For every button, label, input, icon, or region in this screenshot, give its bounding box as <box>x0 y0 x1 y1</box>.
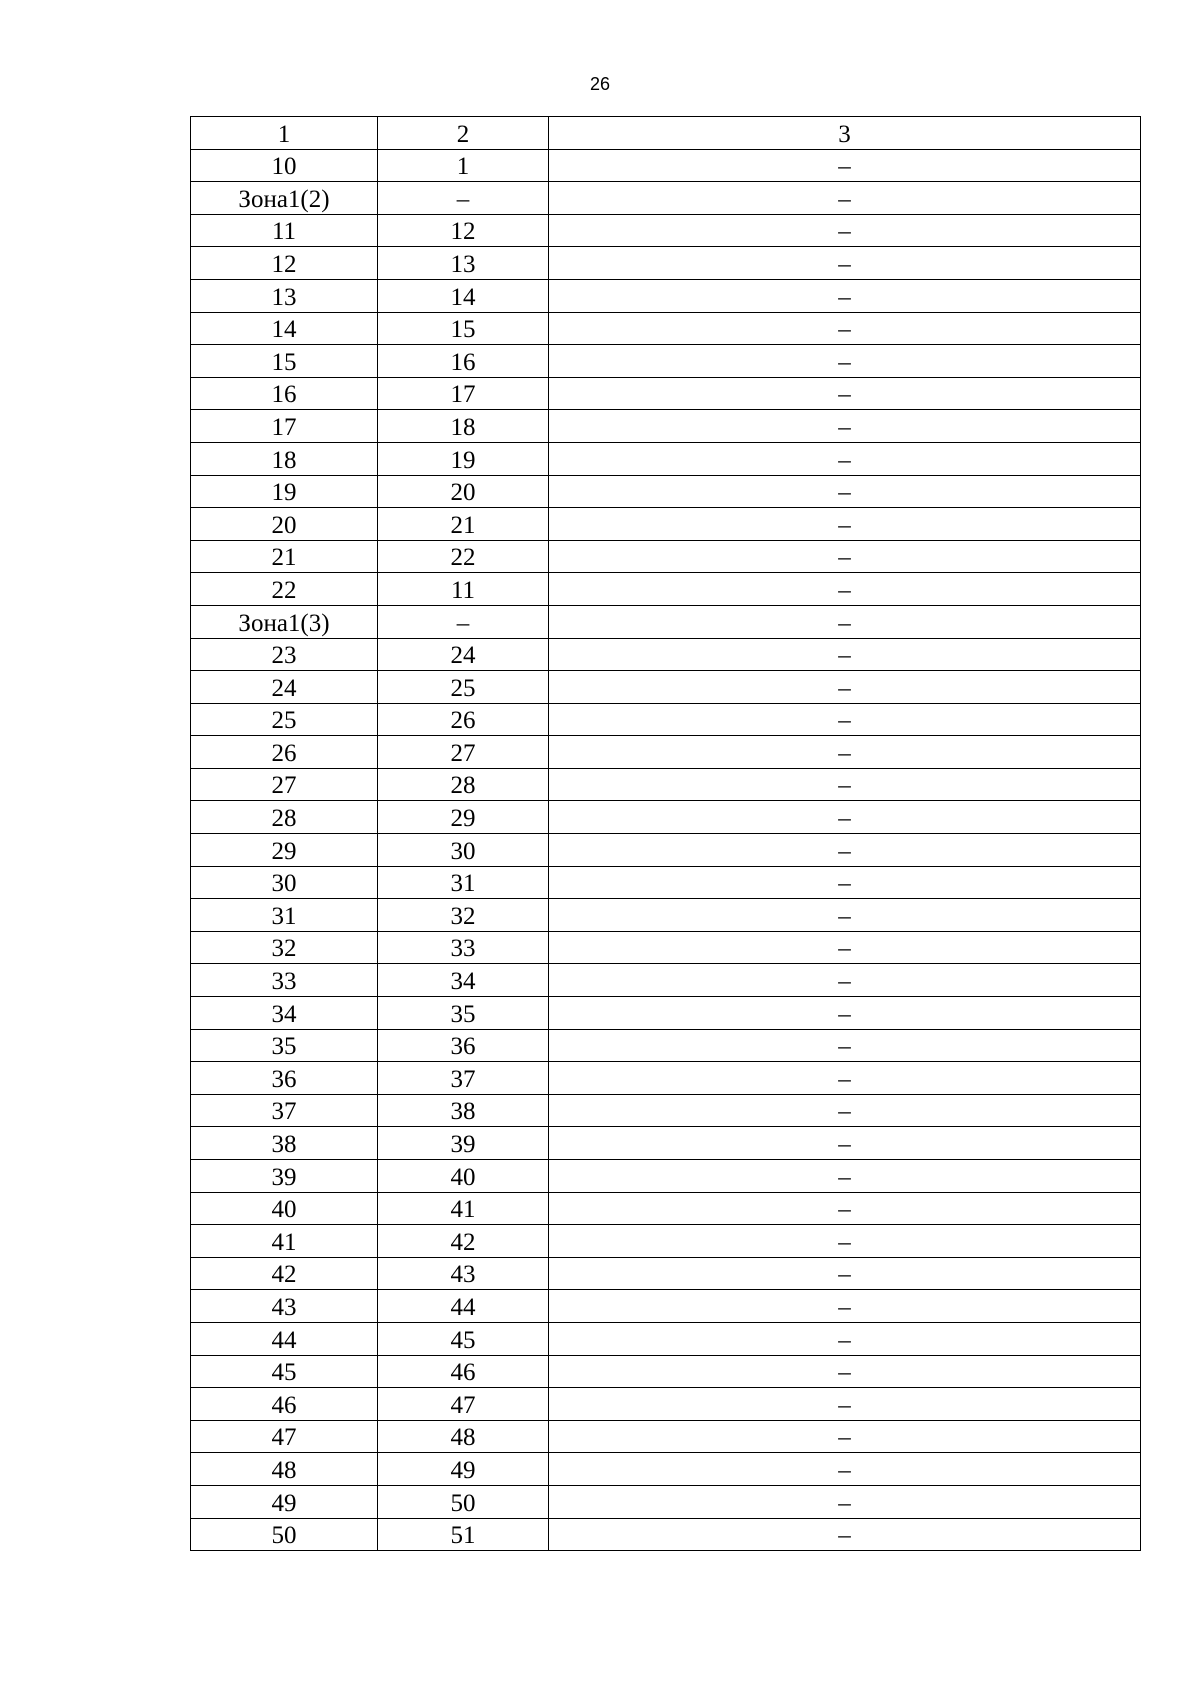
table-cell-col-1: 43 <box>191 1290 378 1323</box>
table-body <box>191 149 1141 1551</box>
table-cell-col-2: 36 <box>378 1029 549 1062</box>
table-cell-col-3: – <box>549 834 1141 867</box>
table-cell-col-1: 16 <box>191 377 378 410</box>
table-row <box>191 801 1141 834</box>
table-cell-col-1: 44 <box>191 1322 378 1355</box>
table-cell-col-2: 41 <box>378 1192 549 1225</box>
table-cell-col-3: – <box>549 1485 1141 1518</box>
table-cell-col-3: – <box>549 866 1141 899</box>
table-cell-col-1: 10 <box>191 149 378 182</box>
table-cell-col-1: 12 <box>191 247 378 280</box>
table-row <box>191 1518 1141 1551</box>
table-cell-col-2: 16 <box>378 345 549 378</box>
table-cell-col-2: 26 <box>378 703 549 736</box>
table-cell-col-2: 18 <box>378 410 549 443</box>
table-row <box>191 703 1141 736</box>
table-cell-col-1: 23 <box>191 638 378 671</box>
table-cell-col-3: – <box>549 1029 1141 1062</box>
table-cell-col-3: – <box>549 475 1141 508</box>
table-cell-col-3: – <box>549 377 1141 410</box>
table-cell-col-3: – <box>549 638 1141 671</box>
table-row <box>191 997 1141 1030</box>
table-cell-col-1: 36 <box>191 1062 378 1095</box>
table-row <box>191 964 1141 997</box>
table-cell-col-1: 50 <box>191 1518 378 1551</box>
table-cell-col-3: – <box>549 312 1141 345</box>
table-cell-col-3: – <box>549 410 1141 443</box>
table-cell-col-2: 14 <box>378 279 549 312</box>
table-row <box>191 279 1141 312</box>
table-cell-col-3: – <box>549 442 1141 475</box>
table-cell-col-1: Зона1(2) <box>191 182 378 215</box>
table-cell-col-2: 31 <box>378 866 549 899</box>
table-row <box>191 182 1141 215</box>
table-cell-col-1: Зона1(3) <box>191 605 378 638</box>
table-cell-col-3: – <box>549 1453 1141 1486</box>
table-row <box>191 508 1141 541</box>
table-cell-col-3: – <box>549 1127 1141 1160</box>
table-cell-col-1: 41 <box>191 1225 378 1258</box>
table-cell-col-1: 28 <box>191 801 378 834</box>
table-cell-col-3: – <box>549 801 1141 834</box>
table-row <box>191 1127 1141 1160</box>
table-row <box>191 573 1141 606</box>
table-cell-col-3: – <box>549 1322 1141 1355</box>
table-row <box>191 1029 1141 1062</box>
table-row <box>191 736 1141 769</box>
table-cell-col-3: – <box>549 345 1141 378</box>
table-cell-col-2: 11 <box>378 573 549 606</box>
table-row <box>191 540 1141 573</box>
table-row <box>191 1062 1141 1095</box>
table-cell-col-1: 14 <box>191 312 378 345</box>
table-cell-col-2: 22 <box>378 540 549 573</box>
table-row <box>191 638 1141 671</box>
table-cell-col-1: 42 <box>191 1257 378 1290</box>
table-cell-col-3: – <box>549 703 1141 736</box>
table-row <box>191 834 1141 867</box>
table-cell-col-2: 32 <box>378 899 549 932</box>
table-cell-col-1: 19 <box>191 475 378 508</box>
table-cell-col-2: 35 <box>378 997 549 1030</box>
table-cell-col-2: 40 <box>378 1160 549 1193</box>
table-cell-col-2: – <box>378 182 549 215</box>
table-row <box>191 768 1141 801</box>
table-cell-col-1: 46 <box>191 1388 378 1421</box>
table-cell-col-2: 42 <box>378 1225 549 1258</box>
table-row <box>191 410 1141 443</box>
table-cell-col-2: – <box>378 605 549 638</box>
table-cell-col-1: 25 <box>191 703 378 736</box>
table-cell-col-2: 39 <box>378 1127 549 1160</box>
table-cell-col-2: 13 <box>378 247 549 280</box>
table-row <box>191 475 1141 508</box>
table-cell-col-3: – <box>549 1355 1141 1388</box>
table-cell-col-3: – <box>549 247 1141 280</box>
table-cell-col-1: 27 <box>191 768 378 801</box>
table-row <box>191 1192 1141 1225</box>
table-cell-col-1: 39 <box>191 1160 378 1193</box>
table-row <box>191 312 1141 345</box>
table-row <box>191 1257 1141 1290</box>
table-row <box>191 1453 1141 1486</box>
table-cell-col-1: 13 <box>191 279 378 312</box>
table-cell-col-1: 29 <box>191 834 378 867</box>
column-header-3: 3 <box>549 117 1141 150</box>
table-cell-col-1: 45 <box>191 1355 378 1388</box>
table-cell-col-1: 35 <box>191 1029 378 1062</box>
table-cell-col-2: 33 <box>378 931 549 964</box>
table-header-row <box>191 117 1141 150</box>
table-row <box>191 442 1141 475</box>
table-cell-col-2: 24 <box>378 638 549 671</box>
table-cell-col-2: 48 <box>378 1420 549 1453</box>
table-cell-col-3: – <box>549 1290 1141 1323</box>
table-cell-col-3: – <box>549 671 1141 704</box>
table-cell-col-2: 38 <box>378 1094 549 1127</box>
table-cell-col-3: – <box>549 1160 1141 1193</box>
table-cell-col-2: 50 <box>378 1485 549 1518</box>
table-row <box>191 1290 1141 1323</box>
table-cell-col-1: 31 <box>191 899 378 932</box>
table-row <box>191 1420 1141 1453</box>
table-row <box>191 671 1141 704</box>
table-row <box>191 247 1141 280</box>
table-row <box>191 866 1141 899</box>
table-cell-col-2: 20 <box>378 475 549 508</box>
table-row <box>191 1322 1141 1355</box>
table-cell-col-1: 24 <box>191 671 378 704</box>
table-row <box>191 931 1141 964</box>
table-cell-col-3: – <box>549 540 1141 573</box>
table-row <box>191 377 1141 410</box>
table-cell-col-2: 15 <box>378 312 549 345</box>
table-cell-col-3: – <box>549 279 1141 312</box>
table-row <box>191 1485 1141 1518</box>
table-cell-col-1: 33 <box>191 964 378 997</box>
table-cell-col-1: 32 <box>191 931 378 964</box>
data-table <box>190 116 1141 1551</box>
table-cell-col-1: 34 <box>191 997 378 1030</box>
table-row <box>191 605 1141 638</box>
table-cell-col-3: – <box>549 149 1141 182</box>
table-cell-col-2: 1 <box>378 149 549 182</box>
table-cell-col-2: 21 <box>378 508 549 541</box>
table-cell-col-1: 22 <box>191 573 378 606</box>
table-cell-col-3: – <box>549 1094 1141 1127</box>
table-row <box>191 149 1141 182</box>
table-cell-col-1: 17 <box>191 410 378 443</box>
table-cell-col-1: 48 <box>191 1453 378 1486</box>
table-row <box>191 1160 1141 1193</box>
table-row <box>191 899 1141 932</box>
table-cell-col-3: – <box>549 605 1141 638</box>
table-cell-col-2: 28 <box>378 768 549 801</box>
table-cell-col-1: 47 <box>191 1420 378 1453</box>
table-cell-col-1: 26 <box>191 736 378 769</box>
table-cell-col-2: 12 <box>378 214 549 247</box>
table-cell-col-2: 37 <box>378 1062 549 1095</box>
table-cell-col-3: – <box>549 1388 1141 1421</box>
table-cell-col-1: 15 <box>191 345 378 378</box>
table-cell-col-3: – <box>549 931 1141 964</box>
table-cell-col-3: – <box>549 182 1141 215</box>
table-cell-col-2: 46 <box>378 1355 549 1388</box>
table-cell-col-1: 38 <box>191 1127 378 1160</box>
table-cell-col-2: 49 <box>378 1453 549 1486</box>
table-cell-col-1: 18 <box>191 442 378 475</box>
table-cell-col-1: 21 <box>191 540 378 573</box>
table-cell-col-1: 40 <box>191 1192 378 1225</box>
table-cell-col-3: – <box>549 508 1141 541</box>
page-number: 26 <box>589 74 611 94</box>
table-cell-col-2: 44 <box>378 1290 549 1323</box>
table-row <box>191 1355 1141 1388</box>
table-cell-col-2: 51 <box>378 1518 549 1551</box>
table-row <box>191 345 1141 378</box>
table-cell-col-2: 30 <box>378 834 549 867</box>
table-cell-col-2: 25 <box>378 671 549 704</box>
table-cell-col-3: – <box>549 964 1141 997</box>
column-header-1: 1 <box>191 117 378 150</box>
table-cell-col-2: 45 <box>378 1322 549 1355</box>
table-cell-col-3: – <box>549 768 1141 801</box>
table-cell-col-3: – <box>549 1062 1141 1095</box>
table-cell-col-3: – <box>549 1225 1141 1258</box>
table-cell-col-1: 37 <box>191 1094 378 1127</box>
table-cell-col-1: 49 <box>191 1485 378 1518</box>
table-cell-col-3: – <box>549 1518 1141 1551</box>
table-cell-col-2: 29 <box>378 801 549 834</box>
table-cell-col-2: 34 <box>378 964 549 997</box>
table-cell-col-2: 17 <box>378 377 549 410</box>
table-cell-col-3: – <box>549 1257 1141 1290</box>
table-cell-col-1: 30 <box>191 866 378 899</box>
table-cell-col-1: 20 <box>191 508 378 541</box>
table-cell-col-3: – <box>549 1420 1141 1453</box>
table-cell-col-3: – <box>549 573 1141 606</box>
table-cell-col-2: 47 <box>378 1388 549 1421</box>
table-row <box>191 1094 1141 1127</box>
table-cell-col-2: 43 <box>378 1257 549 1290</box>
table-cell-col-2: 19 <box>378 442 549 475</box>
column-header-2: 2 <box>378 117 549 150</box>
table-cell-col-3: – <box>549 1192 1141 1225</box>
table-cell-col-1: 11 <box>191 214 378 247</box>
table-cell-col-3: – <box>549 214 1141 247</box>
table-row <box>191 1388 1141 1421</box>
table-cell-col-3: – <box>549 997 1141 1030</box>
table-cell-col-3: – <box>549 736 1141 769</box>
table-cell-col-2: 27 <box>378 736 549 769</box>
table-row <box>191 1225 1141 1258</box>
table-cell-col-3: – <box>549 899 1141 932</box>
table-row <box>191 214 1141 247</box>
